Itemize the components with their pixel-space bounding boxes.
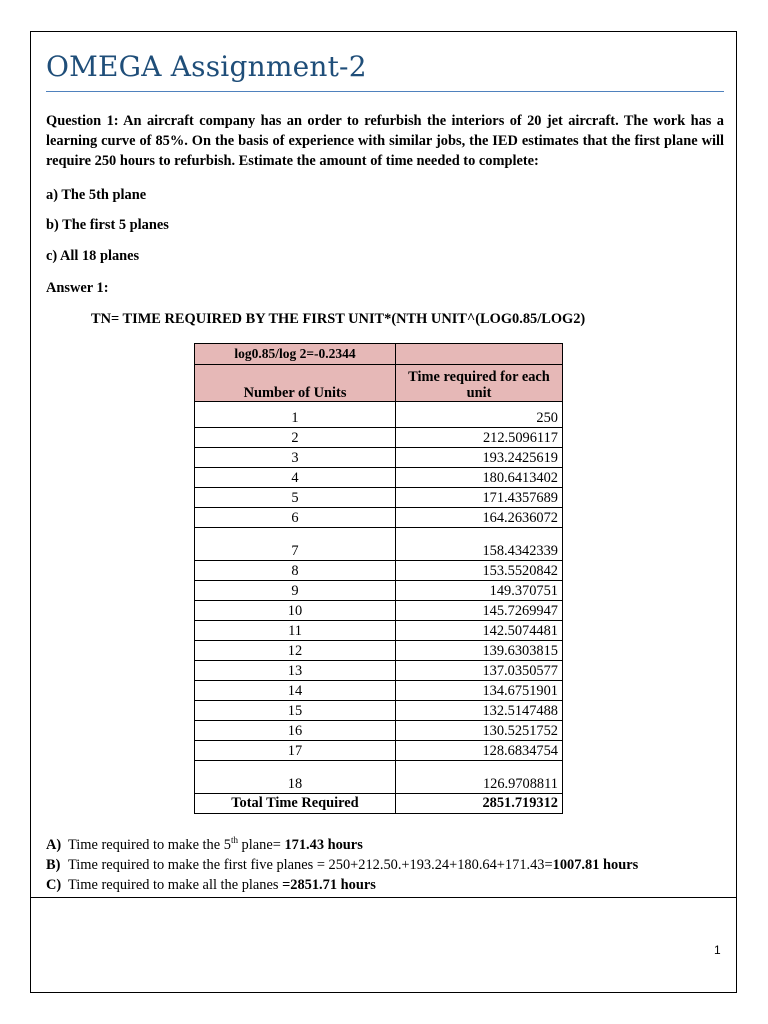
units-column-header: Number of Units bbox=[195, 365, 396, 402]
unit-cell: 1 bbox=[195, 402, 396, 428]
time-cell: 149.370751 bbox=[396, 581, 563, 601]
table-row bbox=[195, 641, 563, 661]
unit-cell: 2 bbox=[195, 428, 396, 448]
total-row bbox=[195, 794, 563, 814]
answer-a-superscript: th bbox=[230, 835, 238, 845]
unit-cell: 9 bbox=[195, 581, 396, 601]
answer-c-value: =2851.71 hours bbox=[282, 876, 376, 893]
time-cell: 126.9708811 bbox=[396, 761, 563, 794]
unit-cell: 16 bbox=[195, 721, 396, 741]
answer-b-text: Time required to make the first five planes = 250+212.50.+193.24+180.64+171.43= bbox=[68, 856, 553, 873]
question-text: Question 1: An aircraft company has an order to refurbish the interiors of 20 jet aircraft. The work has a learning curve of 85%. On the basis of experience with similar jobs, the IED estimates that the first plane will require 250 hours to refurbish. Estimate the amount of time needed to complete: bbox=[46, 113, 724, 169]
time-cell: 142.5074481 bbox=[396, 621, 563, 641]
answer-label: Answer 1: bbox=[46, 280, 109, 296]
page-number: 1 bbox=[714, 943, 721, 957]
time-cell: 164.2636072 bbox=[396, 508, 563, 528]
table-row bbox=[195, 661, 563, 681]
answer-c bbox=[46, 875, 638, 895]
part-b: b) The first 5 planes bbox=[46, 217, 169, 233]
unit-cell: 13 bbox=[195, 661, 396, 681]
answer-b-value: 1007.81 hours bbox=[552, 856, 639, 873]
unit-cell: 3 bbox=[195, 448, 396, 468]
unit-cell: 14 bbox=[195, 681, 396, 701]
part-c: c) All 18 planes bbox=[46, 248, 140, 264]
unit-cell: 4 bbox=[195, 468, 396, 488]
unit-cell: 12 bbox=[195, 641, 396, 661]
time-cell: 132.5147488 bbox=[396, 701, 563, 721]
time-cell: 137.0350577 bbox=[396, 661, 563, 681]
table-row bbox=[195, 468, 563, 488]
unit-cell: 10 bbox=[195, 601, 396, 621]
unit-cell: 11 bbox=[195, 621, 396, 641]
time-cell: 193.2425619 bbox=[396, 448, 563, 468]
answer-b bbox=[46, 855, 638, 875]
answer-a bbox=[46, 830, 638, 855]
time-cell: 130.5251752 bbox=[396, 721, 563, 741]
page-title: OMEGA Assignment-2 bbox=[46, 50, 367, 83]
time-cell: 250 bbox=[396, 402, 563, 428]
time-cell: 158.4342339 bbox=[396, 528, 563, 561]
learning-curve-table bbox=[194, 343, 563, 814]
time-cell: 128.6834754 bbox=[396, 741, 563, 761]
log-ratio-note: log0.85/log 2=-0.2344 bbox=[195, 344, 396, 365]
time-cell: 171.4357689 bbox=[396, 488, 563, 508]
table-row bbox=[195, 528, 563, 561]
unit-cell: 8 bbox=[195, 561, 396, 581]
time-cell: 180.6413402 bbox=[396, 468, 563, 488]
table-row bbox=[195, 561, 563, 581]
answer-b-key: B) bbox=[46, 856, 61, 873]
empty-header-cell bbox=[396, 344, 563, 365]
table-row bbox=[195, 741, 563, 761]
table-row bbox=[195, 581, 563, 601]
time-cell: 145.7269947 bbox=[396, 601, 563, 621]
total-label: Total Time Required bbox=[195, 794, 396, 814]
unit-cell: 6 bbox=[195, 508, 396, 528]
answer-a-key: A) bbox=[46, 836, 62, 853]
answers-block bbox=[46, 830, 638, 895]
table-row bbox=[195, 488, 563, 508]
formula: TN= TIME REQUIRED BY THE FIRST UNIT*(NTH UNIT^(LOG0.85/LOG2) bbox=[91, 311, 586, 327]
time-cell: 134.6751901 bbox=[396, 681, 563, 701]
time-cell: 139.6303815 bbox=[396, 641, 563, 661]
unit-cell: 15 bbox=[195, 701, 396, 721]
title-underline bbox=[46, 91, 724, 92]
time-column-header: Time required for each unit bbox=[396, 365, 563, 402]
unit-cell: 18 bbox=[195, 761, 396, 794]
table-row bbox=[195, 701, 563, 721]
part-a: a) The 5th plane bbox=[46, 187, 147, 203]
answer-a-text: Time required to make the 5 bbox=[68, 836, 231, 853]
table-row bbox=[195, 681, 563, 701]
footer-divider bbox=[31, 897, 736, 898]
table-row bbox=[195, 721, 563, 741]
table-row bbox=[195, 761, 563, 794]
answer-a-value: 171.43 hours bbox=[284, 836, 363, 853]
table-row bbox=[195, 621, 563, 641]
table-row bbox=[195, 508, 563, 528]
table-row bbox=[195, 402, 563, 428]
table-row bbox=[195, 428, 563, 448]
answer-c-text: Time required to make all the planes bbox=[68, 876, 283, 893]
table-row bbox=[195, 448, 563, 468]
time-cell: 153.5520842 bbox=[396, 561, 563, 581]
time-cell: 212.5096117 bbox=[396, 428, 563, 448]
unit-cell: 7 bbox=[195, 528, 396, 561]
total-value: 2851.719312 bbox=[396, 794, 563, 814]
unit-cell: 17 bbox=[195, 741, 396, 761]
unit-cell: 5 bbox=[195, 488, 396, 508]
answer-a-text-mid: plane= bbox=[237, 836, 285, 853]
table-row bbox=[195, 601, 563, 621]
answer-c-key: C) bbox=[46, 876, 62, 893]
